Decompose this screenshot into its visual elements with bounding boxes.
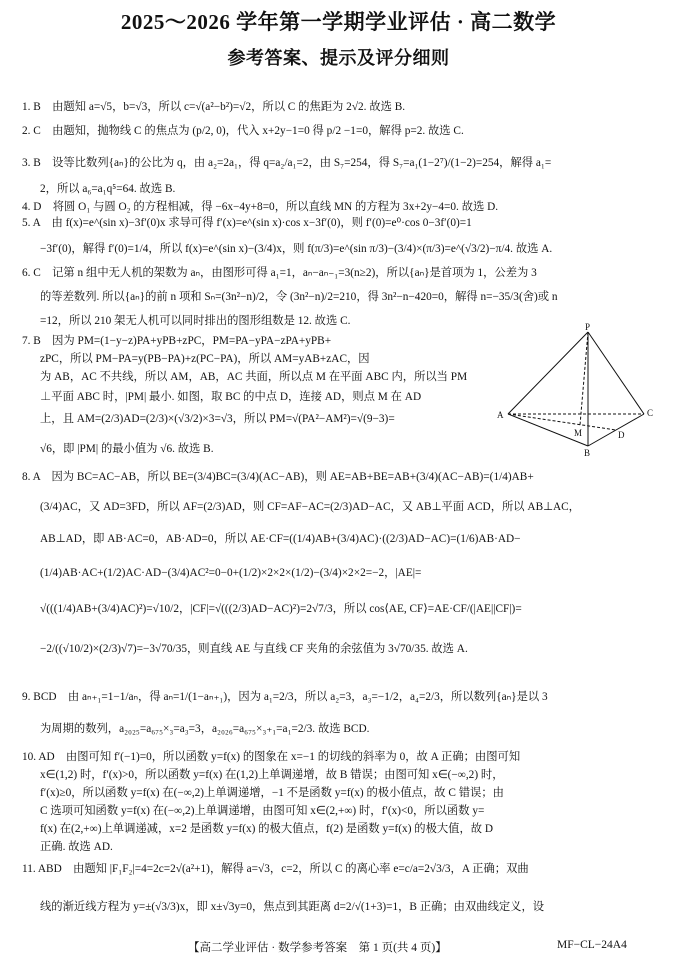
- document-code: MF−CL−24A4: [557, 939, 627, 951]
- label-P: P: [585, 322, 591, 332]
- solution-line: f(x) 在(2,+∞)上单调递减，x=2 是函数 y=f(x) 的极大值点，f(2) 是函数 y=f(x) 的极大值，故 D: [40, 823, 494, 835]
- median-AD: [508, 414, 616, 430]
- solution-line: √6，即 |PM| 的最小值为 √6. 故选 B.: [40, 443, 214, 455]
- solution-line: (3/4)AC，又 AD=3FD，所以 AF=(2/3)AD，则 CF=AF−AC=(2/3)AD−AC，又 AB⊥平面 ACD，所以 AB⊥AC，: [40, 501, 580, 513]
- solution-line: AB⊥AD，即 AB·AC=0，AB·AD=0，所以 AE·CF=((1/4)AB+(3/4)AC)·((2/3)AD−AC)=(1/6)AB·AD−: [40, 533, 521, 545]
- solution-line: 2，所以 a₆=a₁q⁵=64. 故选 B.: [40, 183, 176, 195]
- solution-line: 线的渐近线方程为 y=±(√3/3)x，即 x±√3y=0，焦点到其距离 d=2/√(1+3)=1，B 正确；由双曲线定义，设: [40, 901, 545, 913]
- label-M: M: [574, 428, 583, 438]
- solution-line: √(((1/4)AB+(3/4)AC)²)=√10/2，|CF|=√(((2/3)AD−AC)²)=2√7/3，所以 cos⟨AE, CF⟩=AE·CF/(|AE||CF|)=: [40, 603, 522, 615]
- page-footer: 【高二学业评估 · 数学参考答案 第 1 页(共 4 页)】: [188, 942, 447, 954]
- page-subtitle: 参考答案、提示及评分细则: [227, 48, 450, 68]
- solution-line: 2. C 由题知，抛物线 C 的焦点为 (p/2, 0)，代入 x+2y−1=0 得 p/2 −1=0，解得 p=2. 故选 C.: [22, 125, 464, 137]
- solution-line: 9. BCD 由 aₙ₊₁=1−1/aₙ，得 aₙ=1/(1−aₙ₊₁)，因为 a₁=2/3，所以 a₂=3，a₃=−1/2，a₄=2/3，所以数列{aₙ}是以 3: [22, 691, 548, 703]
- solution-line: −3f′(0)，解得 f′(0)=1/4，所以 f(x)=e^(sin x)−(3/4)x，则 f(π/3)=e^(sin π/3)−(3/4)×(π/3)=e^(√3/2)−π/4. 故选 A.: [40, 243, 553, 255]
- solution-line: x∈(1,2) 时，f′(x)>0，所以函数 y=f(x) 在(1,2)上单调递增，故 B 错误；由图可知 x∈(−∞,2) 时，: [40, 769, 504, 781]
- solution-line: 4. D 将圆 O₁ 与圆 O₂ 的方程相减，得 −6x−4y+8=0，所以直线 MN 的方程为 3x+2y−4=0. 故选 D.: [22, 201, 499, 213]
- solution-line: C 选项可知函数 y=f(x) 在(−∞,2)上单调递增，由图可知 x∈(2,+∞) 时，f′(x)<0，所以函数 y=: [40, 805, 485, 817]
- solution-line: 10. AD 由图可知 f′(−1)=0，所以函数 y=f(x) 的图象在 x=−1 的切线的斜率为 0，故 A 正确；由图可知: [22, 751, 521, 763]
- label-C: C: [647, 408, 654, 418]
- solution-line: 为 AB，AC 不共线，所以 AM，AB，AC 共面，所以点 M 在平面 ABC 内，所以当 PM: [40, 371, 468, 383]
- solution-line: zPC，所以 PM−PA=y(PB−PA)+z(PC−PA)，所以 AM=yAB+zAC，因: [40, 353, 370, 365]
- solution-line: 上，且 AM=(2/3)AD=(2/3)×(√3/2)×3=√3，所以 PM=√(PA²−AM²)=√(9−3)=: [40, 413, 395, 425]
- tetrahedron-figure: [494, 322, 664, 458]
- edge-PC: [588, 332, 644, 414]
- label-A: A: [497, 410, 504, 420]
- solution-line: 的等差数列. 所以{aₙ}的前 n 项和 Sₙ=(3n²−n)/2，令 (3n²−n)/2=210，得 3n²−n−420=0，解得 n=−35/3(舍)或 n: [40, 291, 558, 303]
- solution-line: 7. B 因为 PM=(1−y−z)PA+yPB+zPC，PM=PA−yPA−zPA+yPB+: [22, 335, 332, 347]
- solution-line: 5. A 由 f(x)=e^(sin x)−3f′(0)x 求导可得 f′(x)=e^(sin x)·cos x−3f′(0)，则 f′(0)=e⁰·cos 0−3f′(0)=1: [22, 217, 472, 229]
- solution-line: (1/4)AB·AC+(1/2)AC·AD−(3/4)AC²=0−0+(1/2)×2×2×(1/2)−(3/4)×2×2=−2，|AE|=: [40, 567, 422, 579]
- solution-line: 8. A 因为 BC=AC−AB，所以 BE=(3/4)BC=(3/4)(AC−AB)，则 AE=AB+BE=AB+(3/4)(AC−AB)=(1/4)AB+: [22, 471, 534, 483]
- height-PM: [580, 332, 588, 425]
- solution-line: −2/((√10/2)×(2/3)√7)=−3√70/35，则直线 AE 与直线 CF 夹角的余弦值为 3√70/35. 故选 A.: [40, 643, 468, 655]
- solution-line: 6. C 记第 n 组中无人机的架数为 aₙ，由图形可得 a₁=1，aₙ−aₙ₋₁=3(n≥2)，所以{aₙ}是首项为 1，公差为 3: [22, 267, 537, 279]
- page-title: 2025～2026 学年第一学期学业评估 · 高二数学: [120, 10, 557, 34]
- edge-BC: [588, 414, 644, 446]
- solution-line: 正确. 故选 AD.: [40, 841, 113, 853]
- solution-line: 11. ABD 由题知 |F₁F₂|=4=2c=2√(a²+1)，解得 a=√3，c=2，所以 C 的离心率 e=c/a=2√3/3，A 正确；双曲: [22, 863, 529, 875]
- label-D: D: [618, 430, 625, 440]
- edge-PA: [508, 332, 588, 414]
- solution-line: 为周期的数列，a₂₀₂₅=a₆₇₅×₃=a₃=3，a₂₀₂₆=a₆₇₅×₃₊₁=a₁=2/3. 故选 BCD.: [40, 723, 370, 735]
- solution-line: =12，所以 210 架无人机可以同时排出的图形组数是 12. 故选 C.: [40, 315, 351, 327]
- label-B: B: [584, 448, 591, 458]
- solution-line: ⊥平面 ABC 时，|PM| 最小. 如图，取 BC 的中点 D，连接 AD，则点 M 在 AD: [40, 391, 422, 403]
- solution-line: 3. B 设等比数列{aₙ}的公比为 q，由 a₂=2a₁，得 q=a₂/a₁=2，由 S₇=254，得 S₇=a₁(1−2⁷)/(1−2)=254，解得 a₁=: [22, 157, 552, 169]
- solution-line: 1. B 由题知 a=√5，b=√3，所以 c=√(a²−b²)=√2，所以 C 的焦距为 2√2. 故选 B.: [22, 101, 406, 113]
- solution-line: f′(x)≥0，所以函数 y=f(x) 在(−∞,2)上单调递增，−1 不是函数 y=f(x) 的极小值点，故 C 错误；由: [40, 787, 504, 799]
